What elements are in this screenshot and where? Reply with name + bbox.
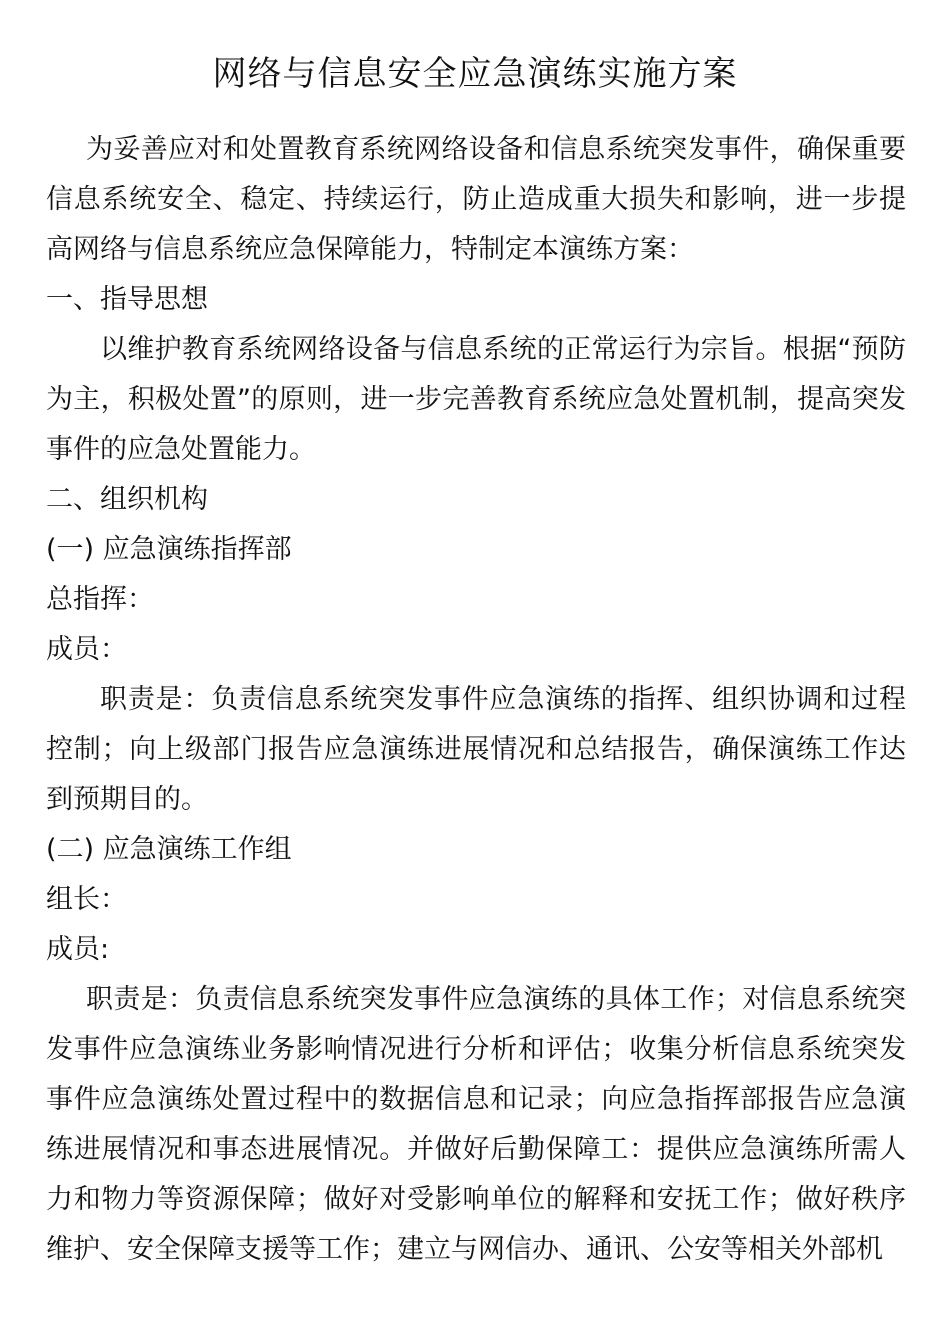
commander-line: 总指挥： (46, 584, 154, 615)
workgroup-duty-paragraph: 职责是：负责信息系统突发事件应急演练的具体工作；对信息系统突发事件应急演练业务影响情况进行分析和评估；收集分析信息系统突发事件应急演练处置过程中的数据信息和记录；向应急指挥部报告应急演练进展情况和事态进展情况。并做好后勤保障工：提供应急演练所需人力和物力等资源保障；做好对受影响单位的解释和安抚工作；做好秩序维护、安全保障支援等工作；建立与网信办、通讯、公安等相关外部机 (46, 984, 906, 1265)
section-heading-guiding-ideology: 一、指导思想 (46, 284, 208, 315)
document-body (46, 125, 906, 1275)
guiding-ideology-paragraph: 以维护教育系统网络设备与信息系统的正常运行为宗旨。根据“预防为主，积极处置”的原则，进一步完善教育系统应急处置机制，提高突发事件的应急处置能力。 (46, 334, 906, 465)
document-title: 网络与信息安全应急演练实施方案 (212, 54, 738, 94)
subsection-heading-command: (一) 应急演练指挥部 (46, 534, 292, 565)
command-duty-paragraph: 职责是：负责信息系统突发事件应急演练的指挥、组织协调和过程控制；向上级部门报告应急演练进展情况和总结报告，确保演练工作达到预期目的。 (46, 684, 906, 815)
section-heading-organization: 二、组织机构 (46, 484, 208, 515)
group-leader-line: 组长： (46, 884, 127, 915)
workgroup-members-line: 成员: (46, 934, 110, 965)
subsection-heading-workgroup: (二) 应急演练工作组 (46, 834, 292, 865)
intro-paragraph: 为妥善应对和处置教育系统网络设备和信息系统突发事件，确保重要信息系统安全、稳定、持续运行，防止造成重大损失和影响，进一步提高网络与信息系统应急保障能力，特制定本演练方案： (46, 134, 906, 265)
command-members-line: 成员： (46, 634, 127, 665)
